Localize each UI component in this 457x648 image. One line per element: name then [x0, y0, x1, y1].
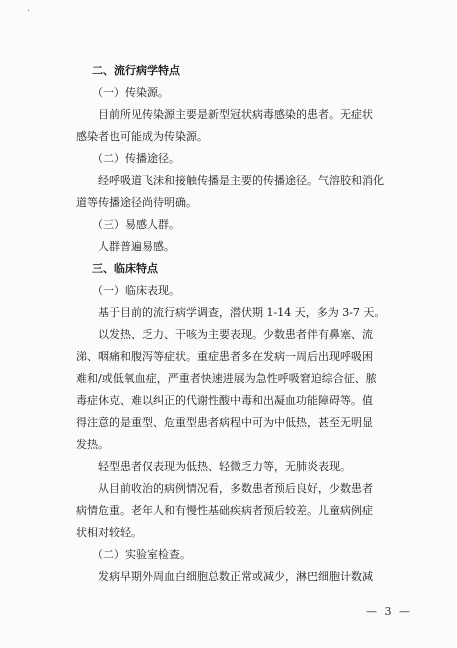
text-line: 以发热、乏力、干咳为主要表现。少数患者伴有鼻塞、流 [98, 328, 373, 341]
text-line: 人群普遍易感。 [98, 240, 175, 253]
text-line: 目前所见传染源主要是新型冠状病毒感染的患者。无症状 [98, 108, 373, 121]
text-line: （二）传播途径。 [92, 152, 180, 165]
text-line: 从目前收治的病例情况看，多数患者预后良好，少数患者 [98, 482, 373, 495]
page-number: — 3 — [366, 605, 412, 618]
text-line: 涕、咽痛和腹泻等症状。重症患者多在发病一周后出现呼吸困 [76, 350, 373, 363]
text-line: 发病早期外周血白细胞总数正常或减少，淋巴细胞计数减 [98, 570, 373, 583]
text-line: 轻型患者仅表现为低热、轻微乏力等，无肺炎表现。 [98, 460, 351, 473]
text-line: （三）易感人群。 [92, 218, 180, 231]
text-line: 感染者也可能成为传染源。 [76, 130, 208, 143]
text-line: 经呼吸道飞沫和接触传播是主要的传播途径。气溶胶和消化 [98, 174, 384, 187]
text-line: 难和/或低氧血症，严重者快速进展为急性呼吸窘迫综合征、脓 [76, 372, 377, 385]
text-line: （一）临床表现。 [92, 284, 180, 297]
text-line: 得注意的是重型、危重型患者病程中可为中低热，甚至无明显 [76, 416, 373, 429]
document-body [76, 60, 415, 588]
section-heading: 二、流行病学特点 [92, 64, 180, 77]
section-heading: 三、临床特点 [92, 262, 158, 275]
text-line: 基于目前的流行病学调查，潜伏期 1-14 天，多为 3-7 天。 [98, 306, 386, 319]
text-line: 状相对较轻。 [76, 526, 142, 539]
scan-mark: · [27, 6, 31, 17]
text-line: 毒症休克、难以纠正的代谢性酸中毒和出凝血功能障碍等。值 [76, 394, 373, 407]
text-line: 病情危重。老年人和有慢性基础疾病者预后较差。儿童病例症 [76, 504, 373, 517]
text-line: （二）实验室检查。 [92, 548, 191, 561]
text-line: 道等传播途径尚待明确。 [76, 196, 197, 209]
text-line: 发热。 [76, 438, 109, 451]
text-line: （一）传染源。 [92, 86, 169, 99]
